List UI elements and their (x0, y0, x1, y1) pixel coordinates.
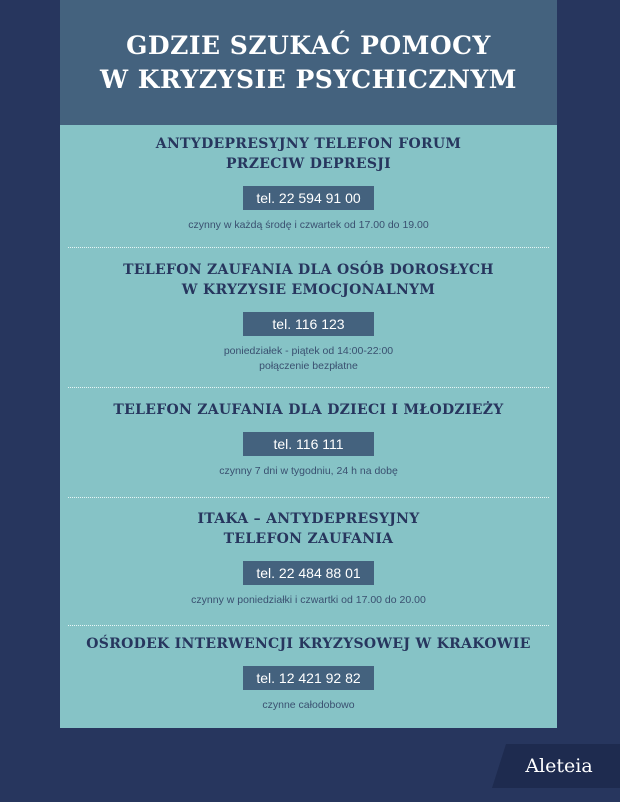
section-divider (68, 625, 549, 626)
helpline-section-krakow (60, 634, 557, 713)
page-title-line-1: GDZIE SZUKAĆ POMOCY (126, 30, 491, 60)
section-divider (68, 247, 549, 248)
helpline-section-forum (60, 134, 557, 233)
phone-number-badge[interactable]: tel. 12 421 92 82 (243, 666, 374, 690)
helpline-section-itaka (60, 509, 557, 608)
section-title-line: TELEFON ZAUFANIA DLA DZIECI I MŁODZIEŻY (113, 402, 504, 418)
section-divider (68, 497, 549, 498)
section-title-line: ANTYDEPRESYJNY TELEFON FORUM (155, 136, 462, 152)
section-title-line: ITAKA – ANTYDEPRESYJNY (197, 511, 420, 527)
info-card (60, 0, 557, 728)
helpline-section-adults (60, 260, 557, 374)
logo-text: Aleteia (525, 755, 593, 777)
page-title-line-2: W KRYZYSIE PSYCHICZNYM (100, 64, 517, 94)
section-title-line: PRZECIW DEPRESJI (225, 156, 392, 172)
hours-note: połączenie bezpłatne (259, 360, 358, 372)
hours-note: czynny 7 dni w tygodniu, 24 h na dobę (219, 465, 398, 477)
hours-note: czynny w poniedziałki i czwartki od 17.00 do 20.00 (191, 594, 426, 606)
logo-slash-shape (492, 744, 506, 788)
section-title-line: W KRYZYSIE EMOCJONALNYM (181, 282, 436, 298)
phone-number-badge[interactable]: tel. 116 111 (243, 432, 374, 456)
hours-note: czynny w każdą środę i czwartek od 17.00 do 19.00 (188, 219, 429, 231)
phone-number-badge[interactable]: tel. 116 123 (243, 312, 374, 336)
page-header (60, 0, 557, 125)
aleteia-logo[interactable] (492, 744, 620, 788)
section-divider (68, 387, 549, 388)
hours-note: poniedziałek - piątek od 14:00-22:00 (223, 345, 394, 357)
section-title-line: TELEFON ZAUFANIA DLA OSÓB DOROSŁYCH (123, 262, 494, 278)
phone-number-badge[interactable]: tel. 22 594 91 00 (243, 186, 374, 210)
section-title-line: OŚRODEK INTERWENCJI KRYZYSOWEJ W KRAKOWIE (86, 636, 531, 652)
hours-note: czynne całodobowo (262, 699, 355, 711)
phone-number-badge[interactable]: tel. 22 484 88 01 (243, 561, 374, 585)
helpline-section-children (60, 400, 557, 479)
section-title-line: TELEFON ZAUFANIA (223, 531, 394, 547)
